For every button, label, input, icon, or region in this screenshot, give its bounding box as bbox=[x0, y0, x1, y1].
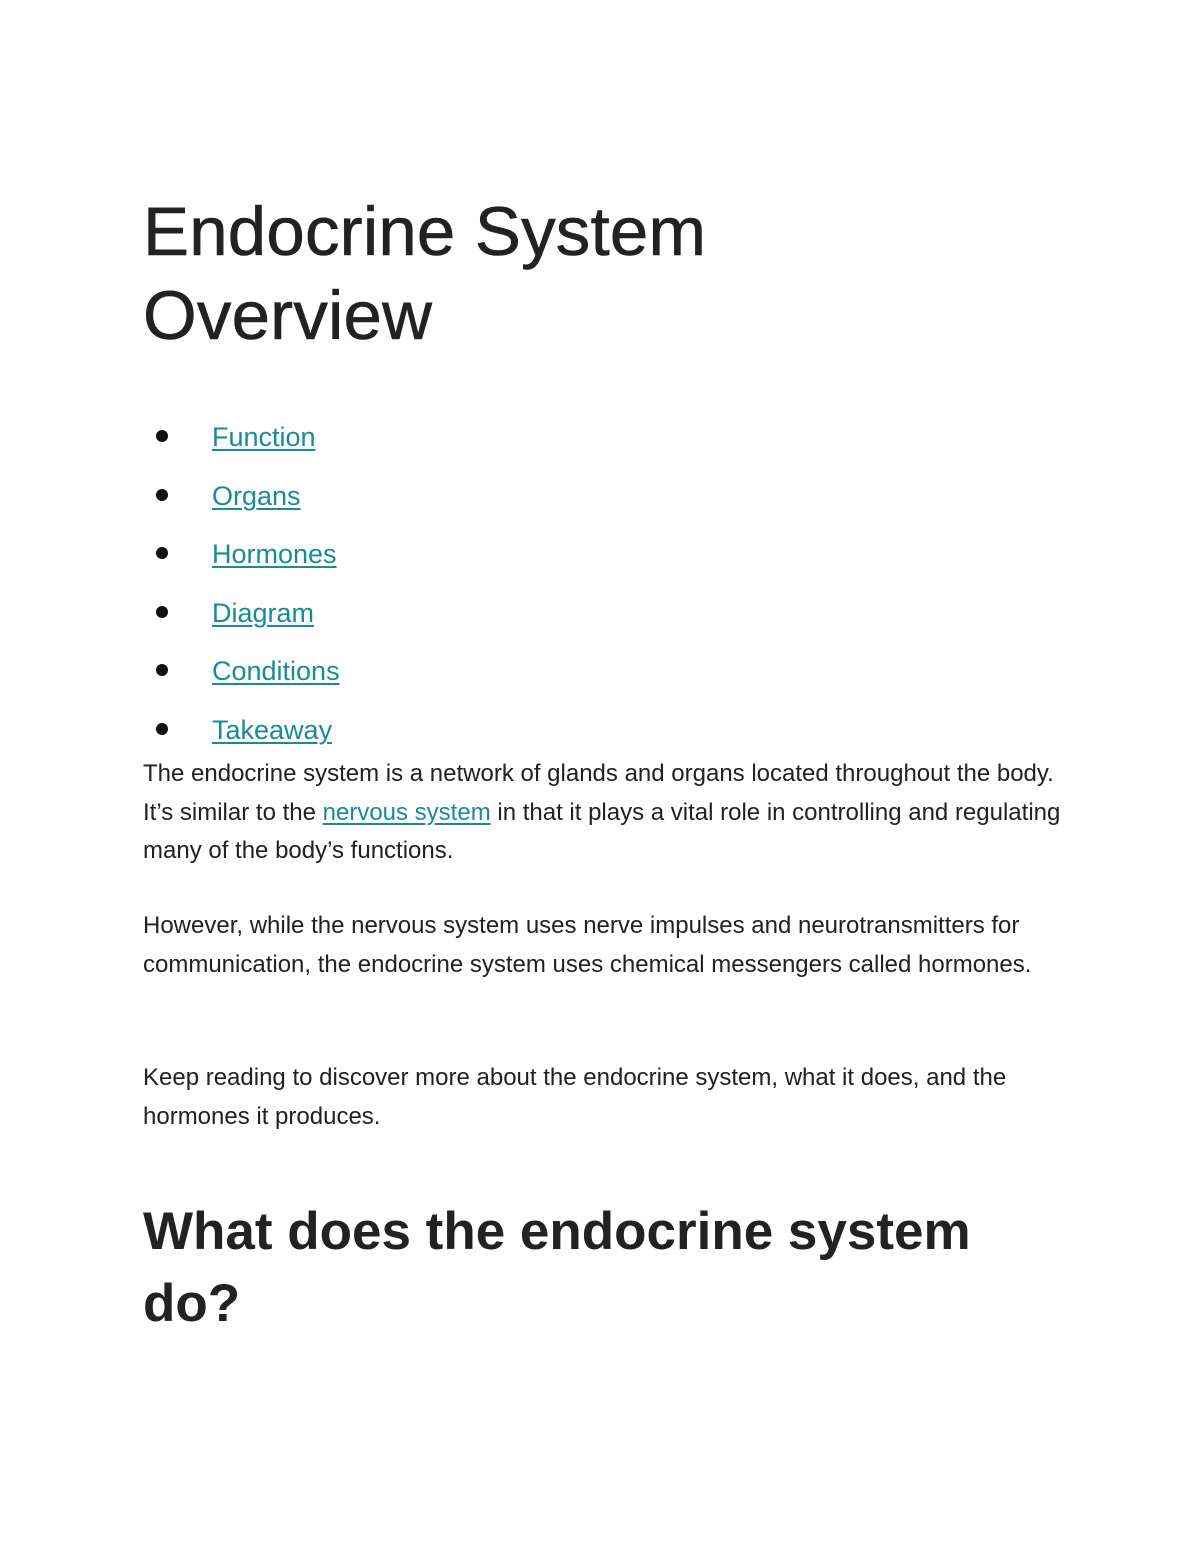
section-heading: What does the endocrine system do? bbox=[143, 1202, 971, 1333]
toc-link-conditions[interactable]: Conditions bbox=[212, 656, 340, 687]
toc-link-hormones[interactable]: Hormones bbox=[212, 539, 337, 570]
bullet-icon bbox=[156, 606, 168, 618]
bullet-icon bbox=[156, 723, 168, 735]
toc-link-function[interactable]: Function bbox=[212, 422, 316, 452]
intro-text-start: The endocrine system is a network of glands and organs located throughout the body. It’s similar to the bbox=[143, 760, 1054, 826]
toc-link-organs[interactable]: Organs bbox=[212, 480, 301, 511]
hormones-paragraph: However, while the nervous system uses nerve impulses and neurotransmitters for communication, the endocrine system uses chemical messengers called hormones. bbox=[143, 912, 1032, 978]
bullet-icon bbox=[156, 430, 168, 442]
bullet-icon bbox=[156, 547, 168, 559]
intro-text-end: in that it plays a vital role in controlling and regulating many of the body’s functions. bbox=[143, 798, 1061, 864]
nervous-system-link[interactable]: nervous system bbox=[322, 798, 491, 826]
toc-link-diagram[interactable]: Diagram bbox=[212, 597, 315, 628]
page-title bbox=[143, 190, 706, 358]
keep-reading-paragraph: Keep reading to discover more about the endocrine system, what it does, and the hormones it produces. bbox=[143, 1064, 1007, 1130]
toc-link-takeaway[interactable]: Takeaway bbox=[212, 714, 333, 745]
page-title-line2: Overview bbox=[143, 277, 433, 354]
intro-paragraph bbox=[143, 755, 1063, 871]
bullet-icon bbox=[156, 489, 168, 501]
page-title-line1: Endocrine System bbox=[143, 193, 707, 270]
bullet-icon bbox=[156, 664, 168, 676]
